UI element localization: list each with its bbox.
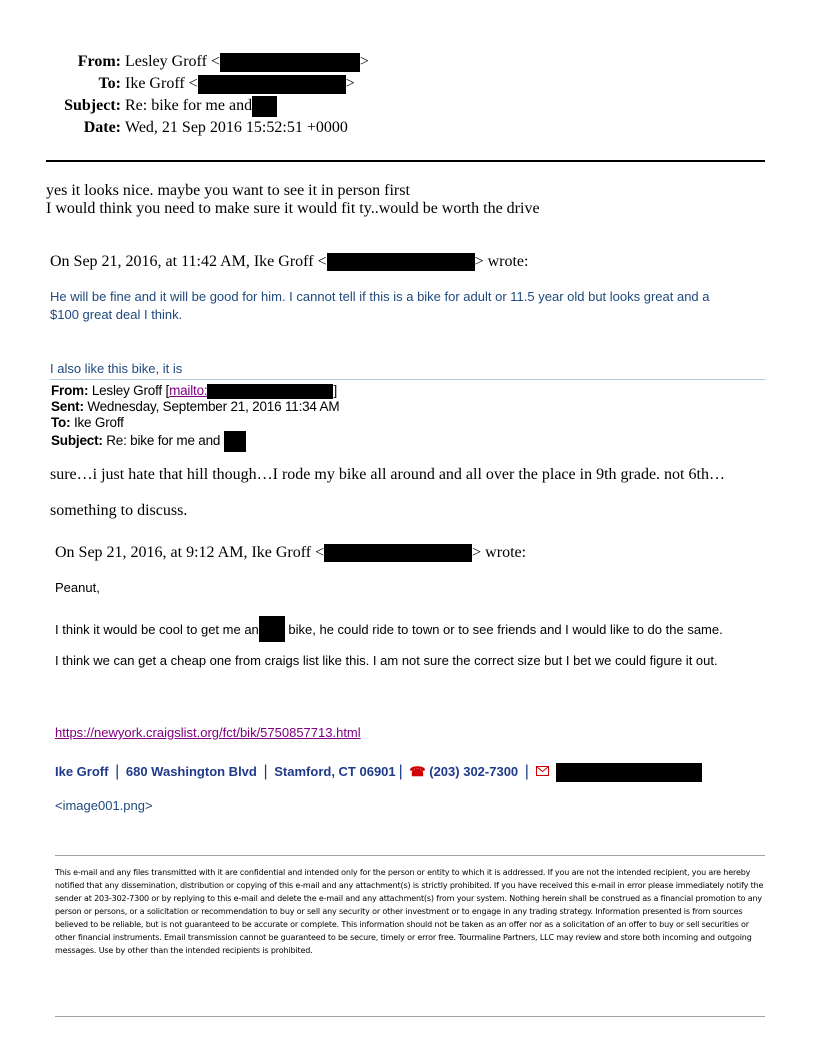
quote2-para2: I think we can get a cheap one from craigs list like this. I am not sure the correct size but I bet we could figure it out. bbox=[55, 653, 718, 668]
mailto-link[interactable]: mailto: bbox=[169, 383, 208, 398]
fwd-sent-label: Sent: bbox=[51, 399, 84, 414]
quote1-para1-line1: He will be fine and it will be good for him. I cannot tell if this is a bike for adult or 11.5 year old but looks great and a bbox=[50, 289, 710, 304]
redaction bbox=[556, 763, 702, 782]
redaction bbox=[220, 53, 360, 72]
redaction bbox=[324, 544, 472, 562]
from-label: From: bbox=[77, 53, 121, 70]
sig-separator: | bbox=[398, 763, 403, 780]
redaction bbox=[207, 384, 333, 399]
fwd-to-value: Ike Groff bbox=[73, 415, 124, 430]
reply-body bbox=[46, 182, 540, 218]
angle-close: > bbox=[359, 53, 369, 70]
from-value: Lesley Groff < bbox=[125, 53, 220, 70]
header-from bbox=[46, 51, 376, 73]
sig-separator: | bbox=[115, 763, 120, 780]
angle-close: > bbox=[345, 75, 355, 92]
fwd-sent bbox=[51, 399, 339, 415]
redaction bbox=[198, 75, 346, 94]
fwd-sent-value: Wednesday, September 21, 2016 11:34 AM bbox=[87, 399, 340, 414]
sig-name: Ike Groff bbox=[55, 764, 109, 779]
message2-line1: sure…i just hate that hill though…I rode my bike all around and all over the place in 9th grade. not 6th… bbox=[50, 466, 725, 483]
to-label: To: bbox=[98, 75, 121, 92]
fwd-subject bbox=[51, 431, 339, 452]
phone-icon: ☎ bbox=[409, 764, 426, 779]
message2-line2: something to discuss. bbox=[50, 502, 188, 519]
disclaimer-divider bbox=[55, 855, 765, 856]
quote1-para2: I also like this bike, it is bbox=[50, 361, 183, 376]
image-attachment-placeholder: <image001.png> bbox=[55, 798, 153, 813]
disclaimer-text: This e-mail and any files transmitted with it are confidential and intended only for the person or entity to which it is addressed. If you are not the intended recipient, you are hereby notified that any dissemination, distribution or copying of this e-mail and any attachment(s) is strictly prohibited. If you have received this e-mail in error please immediately notify the sender at 203-302-7300 or by replying to this e-mail and delete the e-mail and any attachment(s) from your system. Nothing herein shall be construed as a financial promotion to any person or persons, or a solicitation or recommendation to buy or sell any security or other investment or to engage in any trading strategy. Information presented is from sources believed to be reliable, but is not guaranteed to be accurate or complete. This information should not be taken as an offer nor as a solicitation of an offer to buy or sell securities or other financial instruments. Email transmission cannot be guaranteed to be secure, timely or error free. Tourmaline Partners, LLC may review and store both incoming and outgoing messages. Use by other than the intended recipients is prohibited. bbox=[55, 868, 764, 955]
date-value: Wed, 21 Sep 2016 15:52:51 +0000 bbox=[125, 119, 348, 136]
quote1-intro-suffix: > wrote: bbox=[474, 253, 529, 270]
header-subject bbox=[46, 95, 376, 117]
sig-separator: | bbox=[524, 763, 529, 780]
quote2-intro bbox=[55, 544, 526, 562]
to-value: Ike Groff < bbox=[125, 75, 198, 92]
signature bbox=[55, 763, 702, 782]
redaction bbox=[224, 431, 246, 452]
fwd-from-label: From: bbox=[51, 383, 89, 398]
reply-line-2: I would think you need to make sure it would fit ty..would be worth the drive bbox=[46, 200, 540, 217]
reply-line-1: yes it looks nice. maybe you want to see it in person first bbox=[46, 182, 410, 199]
fwd-subject-value: Re: bike for me and bbox=[106, 433, 221, 449]
quote2-para1 bbox=[55, 616, 723, 642]
header-date bbox=[46, 117, 376, 139]
sig-city: Stamford, CT 06901 bbox=[274, 764, 396, 779]
quote2-para1-pre: I think it would be cool to get me an bbox=[55, 622, 259, 637]
redaction bbox=[259, 616, 285, 642]
craigslist-link[interactable]: https://newyork.craigslist.org/fct/bik/5750857713.html bbox=[55, 725, 361, 740]
fwd-to bbox=[51, 415, 339, 431]
redaction bbox=[252, 96, 277, 117]
quote1-para1-line2: $100 great deal I think. bbox=[50, 307, 183, 322]
fwd-from-value: Lesley Groff [ bbox=[91, 383, 170, 398]
subject-value: Re: bike for me and bbox=[125, 97, 253, 114]
quote1-intro-prefix: On Sep 21, 2016, at 11:42 AM, Ike Groff < bbox=[50, 253, 327, 270]
quote2-intro-prefix: On Sep 21, 2016, at 9:12 AM, Ike Groff < bbox=[55, 544, 325, 561]
quote2-intro-suffix: > wrote: bbox=[472, 544, 527, 561]
quote2-para1-post: bike, he could ride to town or to see friends and I would like to do the same. bbox=[284, 622, 723, 637]
date-label: Date: bbox=[83, 119, 121, 136]
sig-phone: (203) 302-7300 bbox=[429, 764, 519, 779]
fwd-from bbox=[51, 383, 339, 399]
forward-divider bbox=[50, 379, 765, 380]
fwd-subject-label: Subject: bbox=[51, 433, 103, 449]
quote1-intro bbox=[50, 253, 528, 271]
fwd-to-label: To: bbox=[51, 415, 71, 430]
bracket-close: ] bbox=[333, 383, 337, 398]
subject-label: Subject: bbox=[64, 97, 121, 114]
forwarded-header bbox=[51, 383, 339, 452]
footer-divider bbox=[55, 1016, 765, 1017]
sig-separator: | bbox=[263, 763, 268, 780]
header-to bbox=[46, 73, 376, 95]
envelope-icon[interactable] bbox=[536, 766, 549, 776]
header-divider bbox=[46, 160, 765, 162]
redaction bbox=[327, 253, 475, 271]
quote1-para1 bbox=[50, 288, 765, 324]
quote2-greeting: Peanut, bbox=[55, 580, 100, 595]
sig-address: 680 Washington Blvd bbox=[125, 764, 257, 779]
